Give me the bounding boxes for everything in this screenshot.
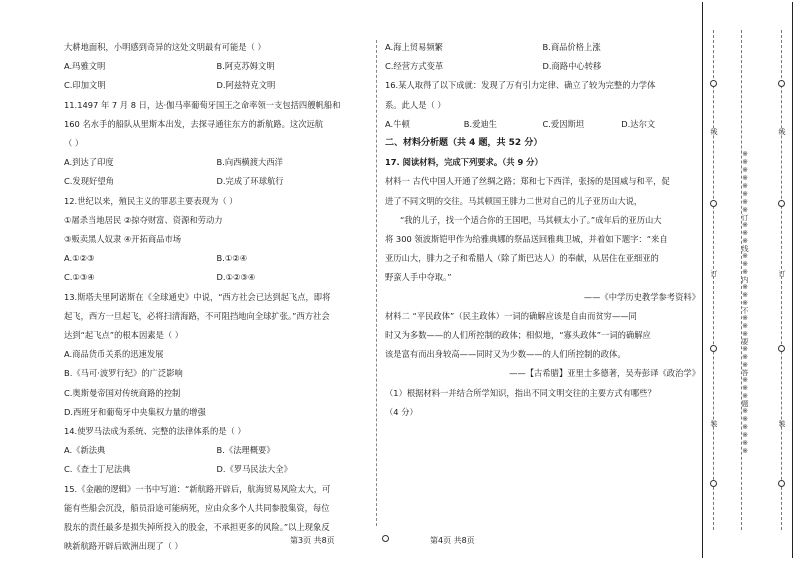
binding-hole-icon [710,80,717,87]
binding-inner-mark-ding: 订 [778,270,786,277]
footer-circle-icon [382,535,389,542]
q13-stem-line2: 起飞，西方一旦起飞，必将扫清海路，不可阻挡地向全球扩张。”西方社会 [64,310,330,321]
binding-hole-icon [778,200,785,207]
q14-option-c[interactable]: C.《查士丁尼法典 [64,464,131,475]
q10-options-row2 [64,76,369,95]
q15-stem-line2: 能有些船会沉没，船员沿途可能病死，应由众多个人共同参股集资，每位 [64,502,330,513]
material1-line2: 进了不同文明的交往。马其顿国王腓力二世对自己的儿子亚历山大说， [385,195,643,206]
page-number-left: 第3页 共8页 [290,536,335,545]
q15-stem-line4: 映新航路开辟后欧洲出现了（ ） [64,541,183,552]
q10-option-b[interactable]: B.阿克苏姆文明 [216,61,275,72]
binding-hole-icon [710,480,717,487]
q14-option-d[interactable]: D.《罗马民法大全》 [216,464,292,475]
q12-option-d[interactable]: D.①②③④ [216,272,256,283]
q12-options-row1 [64,249,369,268]
q13-option-d[interactable]: D.西班牙和葡萄牙中央集权力量的增强 [64,406,206,417]
section-title-material-analysis: 二、材料分析题（共 4 题，共 52 分） [385,138,543,149]
q13-stem-line1: 13.斯塔夫里阿诺斯在《全球通史》中说，“西方社会已达到起飞点，即将 [64,291,331,302]
q11-option-d[interactable]: D.完成了环球航行 [216,176,284,187]
q13-option-c[interactable]: C.奥斯曼帝国对传统商路的控制 [64,387,181,398]
q15-stem-line3: 股东的责任最多是损失掉所投入的股金，不承担更多的风险。”以上现象反 [64,522,330,533]
q12-items-line1: ①屠杀当地居民 ②掠夺财富、资源和劳动力 [64,214,223,225]
page-number-right: 第4页 共8页 [430,536,475,545]
q10-option-d[interactable]: D.阿兹特克文明 [216,80,276,91]
right-column [385,38,700,422]
q11-stem-line3: （ ） [64,138,84,149]
q12-option-a[interactable]: A.①②③ [64,253,95,264]
q15-option-b[interactable]: B.商品价格上涨 [542,42,601,52]
q11-stem-line1: 11.1497 年 7 月 8 日，达·伽马率葡萄牙国王之命率领一支包括四艘帆船和 [64,99,341,110]
q13-stem-line3: 达到“起飞点”的根本因素是（ ） [64,330,184,341]
material1-source: ——《中学历史教学参考资料》 [583,291,700,302]
q11-option-c[interactable]: C.发现好望角 [64,176,114,187]
q10-option-c[interactable]: C.印加文明 [64,80,106,91]
q17-sub1-line2: （4 分） [385,406,418,417]
q16-option-c[interactable]: C.爱因斯坦 [542,118,585,129]
q12-option-c[interactable]: C.①③④ [64,272,95,283]
binding-hole-icon [778,80,785,87]
binding-hole-icon [710,345,717,352]
q10-options-row1 [64,57,369,76]
q12-items-line2: ③贩卖黑人奴隶 ④开拓商品市场 [64,234,182,245]
material1-line6: 野蛮人手中夺取。” [385,272,452,283]
q10-stem-tail: 大耕地面积，小明感到奇异的这处文明最有可能是（ ） [64,42,266,52]
q16-option-d[interactable]: D.达尔文 [621,118,656,129]
binding-hole-icon [778,480,785,487]
q11-stem-line2: 160 名水手的船队从里斯本出发，去探寻通往东方的新航路。这次远航 [64,118,324,129]
q12-stem: 12.世纪以来，殖民主义的罪恶主要表现为（ ） [64,195,238,206]
q16-stem-line2: 系。此人是（ ） [385,99,446,110]
q10-option-a[interactable]: A.玛雅文明 [64,61,106,72]
q14-stem: 14.使罗马法成为系统、完整的法律体系的是（ ） [64,426,246,437]
column-divider [376,40,377,526]
binding-mark-ding: 订 [710,270,718,277]
binding-mark-line: 线 [710,128,718,135]
q17-heading: 17. 阅读材料，完成下列要求。（共 9 分） [385,157,543,168]
binding-border-left [702,2,703,558]
q15-options-row1 [385,38,700,57]
q16-stem-line1: 16.某人取得了以下成就：发现了万有引力定律、确立了较为完整的力学体 [385,80,656,91]
binding-hole-icon [778,345,785,352]
binding-mark-zhuang: 装 [710,420,718,427]
binding-dash-line-1 [713,30,714,530]
q12-option-b[interactable]: B.①②④ [216,253,248,264]
q11-options-row1 [64,153,369,172]
q15-option-a[interactable]: A.海上贸易频繁 [385,42,443,52]
material2-line2: 时又为多数——的人们所控制的政体；相似地，“寡头政体”一词的确解应 [385,330,651,341]
material2-source: ——【古希腊】亚里士多德著，吴寿彭译《政治学》 [509,368,700,379]
material2-line1: 材料二 “平民政体”（民主政体）一词的确解应该是自由而贫穷——同 [385,310,637,321]
q14-options-row1 [64,441,369,460]
binding-warning-text: ※※※※※※※※订※※※线※※※内※※※不※※※要※※※答※※※题※※※※※※ [741,150,749,455]
q14-option-b[interactable]: B.《法理概要》 [216,445,275,456]
q12-options-row2 [64,268,369,287]
binding-hole-icon [710,200,717,207]
q16-options [385,115,700,134]
q13-option-a[interactable]: A.商品货币关系的迅速发展 [64,349,164,360]
left-column [64,38,369,556]
material1-line4: 将 300 领波斯铠甲作为给雅典娜的祭品送回雅典卫城，并着如下题字：“来自 [385,234,668,245]
q15-stem-line1: 15.《金融的逻辑》一书中写道：“新航路开辟后，航海贸易风险太大，可 [64,483,331,494]
q15-option-d[interactable]: D.商路中心转移 [542,61,602,72]
binding-inner-mark-zhuang: 装 [778,420,786,427]
material1-line5: 亚历山大，腓力之子和希腊人（除了斯巴达人）的奉献，从居住在亚细亚的 [385,253,659,264]
material1-line1: 材料一 古代中国人开通了丝绸之路；郑和七下西洋，张扬的是国威与和平，促 [385,176,670,187]
q11-options-row2 [64,172,369,191]
q16-option-b[interactable]: B.爱迪生 [463,118,497,129]
binding-dash-line-3 [781,30,782,530]
q16-option-a[interactable]: A.牛顿 [385,118,410,129]
q14-option-a[interactable]: A.《新法典 [64,445,106,456]
material2-line3: 该是富有而出身较高——同时又为少数——的人们所控制的政体。 [385,349,626,360]
binding-inner-mark-line: 线 [778,128,786,135]
q15-options-row2 [385,57,700,76]
q13-option-b[interactable]: B.《马可·波罗行纪》的广泛影响 [64,368,183,379]
q14-options-row2 [64,460,369,479]
material1-line3: “我的儿子，找一个适合你的王国吧，马其顿太小了。”成年后的亚历山大 [399,214,662,225]
binding-border-right [792,2,793,558]
q11-option-a[interactable]: A.到达了印度 [64,157,114,168]
q11-option-b[interactable]: B.向西横渡大西洋 [216,157,283,168]
q15-option-c[interactable]: C.经营方式变革 [385,61,444,72]
q17-sub1-line1: （1）根据材料一并结合所学知识，指出不同文明交往的主要方式有哪些？ [385,387,656,398]
